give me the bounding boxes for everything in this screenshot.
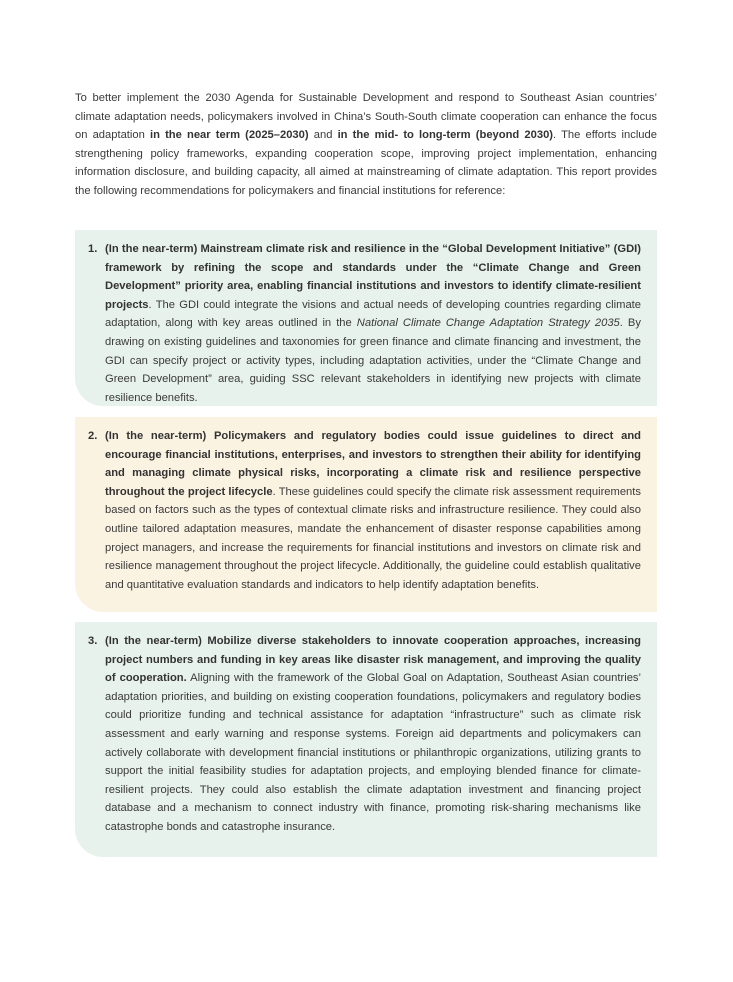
recommendation-text: Aligning with the framework of the Global Goal on Adaptation, Southeast Asian countries’ adaptation priorities, and building on existing cooperation foundations, policymakers and regulatory bodies could prioritize funding and technical assistance for adaptation “infrastructure” such as climate risk assessment and early warning and response systems. Foreign aid departments and policymakers can actively collaborate with development financial institutions or philanthropic organizations, utilizing grants to support the initial feasibility studies for adaptation projects, and employing blended finance for climate-resilient projects. They could also establish the climate adaptation investment and financing project database and a mechanism to connect industry with finance, promoting risk-sharing mechanisms like catastrophe bonds and catastrophe insurance. — [105, 672, 641, 833]
recommendation-heading: (In the near-term) Mobilize diverse stakeholders to innovate cooperation approaches, increasing project numbers and funding in key areas like disaster risk management, and improving the quality of cooperation. — [105, 635, 641, 685]
recommendation-number: 3. — [88, 635, 98, 647]
recommendation-heading: (In the near-term) Policymakers and regulatory bodies could issue guidelines to direct and encourage financial institutions, enterprises, and investors to strengthen their ability for identifying and managing climate physical risks, incorporating a climate risk and resilience perspective throughout the project lifecycle — [105, 430, 641, 498]
intro-text-2: and — [308, 129, 338, 142]
recommendation-body — [105, 240, 641, 407]
intro-bold-long-term: in the mid- to long-term (beyond 2030) — [337, 129, 554, 142]
recommendation-text-cont: . By drawing on existing guidelines and taxonomies for green finance and climate financing and investment, the GDI can specify project or activity types, including adaptation activities, under the “Climate Change and Green Development” area, guiding SSC relevant stakeholders in identifying new projects with climate resilience benefits. — [105, 317, 641, 404]
intro-paragraph — [75, 89, 657, 201]
strategy-title: National Climate Change Adaptation Strategy 2035 — [356, 317, 620, 330]
intro-text-3: . The efforts include strengthening policy frameworks, expanding cooperation scope, improving project implementation, enhancing information disclosure, and building capacity, all aimed at mainstreaming of climate adaptation. This report provides the following recommendations for policymakers and financial institutions for reference: — [75, 129, 657, 197]
recommendation-body — [105, 632, 641, 837]
recommendation-card-3 — [75, 622, 657, 857]
recommendation-heading: (In the near-term) Mainstream climate risk and resilience in the “Global Development Initiative” (GDI) framework by refining the scope and standards under the “Climate Change and Green Development” priority area, enabling financial institutions and investors to identify climate-resilient projects — [105, 243, 641, 311]
recommendation-card-2 — [75, 417, 657, 612]
intro-text-1: To better implement the 2030 Agenda for Sustainable Development and respond to Southeast Asian countries’ climate adaptation needs, policymakers involved in China’s South-South climate cooperation can enhance the focus on adaptation — [75, 92, 657, 142]
recommendation-number: 2. — [88, 430, 98, 442]
recommendation-body — [105, 427, 641, 594]
recommendation-text: . These guidelines could specify the climate risk assessment requirements based on factors such as the types of contextual climate risks and infrastructure resilience. They could also outline tailored adaptation measures, mandate the enhancement of disaster response capabilities among project managers, and increase the requirements for financial institutions and investors on climate risk and resilience management throughout the project lifecycle. Additionally, the guideline could establish qualitative and quantitative evaluation standards and indicators to help identify adaptation benefits. — [105, 485, 641, 591]
recommendation-card-1 — [75, 230, 657, 406]
recommendation-number: 1. — [88, 243, 98, 255]
intro-bold-near-term: in the near term (2025–2030) — [149, 129, 309, 142]
recommendation-text: . The GDI could integrate the visions and actual needs of developing countries regarding climate adaptation, along with key areas outlined in the — [105, 298, 641, 330]
